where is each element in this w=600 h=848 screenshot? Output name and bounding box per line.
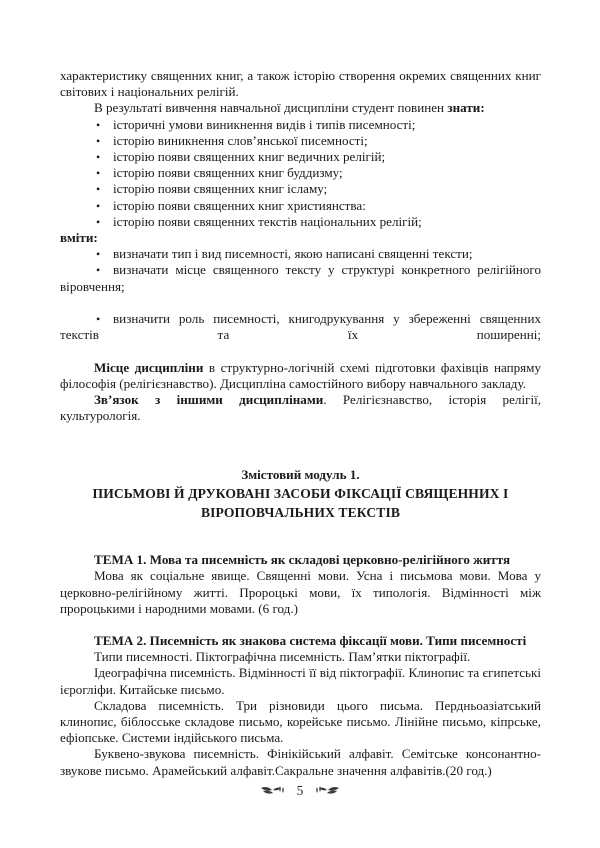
topic-1-heading — [60, 552, 541, 568]
list-item — [60, 181, 541, 197]
topic-spacer — [60, 617, 541, 633]
bullet-icon — [60, 133, 113, 149]
list-item — [60, 133, 541, 149]
bullet-icon — [60, 262, 113, 278]
bullet-icon — [60, 311, 113, 327]
topic-2-paragraph-4: Буквено-звукова писемність. Фінікійський алфавіт. Семітське консонантно-звукове письмо. Арамейський алфавіт.Сакральне значення алфавітів.(20 год.) — [60, 746, 541, 778]
topic-2-heading — [60, 633, 541, 649]
list-item-label: визначати тип і вид писемності, якою написані священні тексти; — [113, 246, 473, 262]
list-item — [60, 262, 541, 311]
list-item-label: історію виникнення слов’янської писемності; — [113, 132, 368, 148]
list-item-label: історичні умови виникнення видів і типів писемності; — [113, 116, 416, 132]
bullet-icon — [60, 149, 113, 165]
list-item-label: визначити роль писемності, книгодрукування у збереженні священних текстів та їх поширенні; — [60, 311, 541, 343]
bullet-icon — [60, 198, 113, 214]
list-item — [60, 246, 541, 262]
list-item — [60, 214, 541, 230]
list-item-label: визначати місце священного тексту у структурі конкретного релігійного віровчення; — [60, 262, 541, 294]
leaf-flourish-left-ornament — [260, 784, 286, 798]
page-text-block — [60, 68, 541, 779]
topic-1-label: ТЕМА 1. — [94, 552, 147, 568]
knowledge-intro-paragraph — [60, 100, 541, 116]
list-item — [60, 165, 541, 181]
list-item — [60, 149, 541, 165]
knowledge-bullet-list — [60, 117, 541, 230]
list-item — [60, 311, 541, 360]
page-number: 5 — [296, 783, 304, 798]
leaf-flourish-right-ornament — [314, 784, 340, 798]
list-item-label: історію появи священних книг християнства: — [113, 197, 366, 213]
page-footer — [0, 782, 600, 799]
heading-spacer — [60, 522, 541, 552]
topic-2-paragraph-3: Складова писемність. Три різновиди цього письма. Пердньоазіатський клинопис, біблосське складове письмо, корейське письмо. Лінійне письмо, кіпрське, ефіопське. Системи індійського письма. — [60, 697, 541, 746]
opening-paragraph: характеристику священних книг, а також історію створення окремих священних книг світових і національних релігій. — [60, 68, 541, 100]
bullet-icon — [60, 246, 113, 262]
list-item-label: історію появи священних текстів національних релігій; — [113, 213, 422, 229]
module-title-line-1: ПИСЬМОВІ Й ДРУКОВАНІ ЗАСОБИ ФІКСАЦІЇ СВЯЩЕННИХ І — [92, 486, 509, 502]
discipline-links-keyword: Зв’язок з іншими дисциплінами — [94, 392, 324, 408]
module-title-line-2: ВІРОПОВЧАЛЬНИХ ТЕКСТІВ — [200, 504, 401, 520]
topic-1-paragraph-1: Мова як соціальне явище. Священні мови. Усна і письмова мови. Мова у церковно-релігійному житті. Пророцькі мови, їх типологія. Відмінності між пророцькими і народними мовами. (6 год.) — [60, 568, 541, 616]
discipline-links-paragraph — [60, 392, 541, 424]
list-item-label: історію появи священних книг ісламу; — [113, 181, 328, 197]
skills-bullet-list — [60, 246, 541, 359]
module-heading — [60, 466, 541, 522]
section-spacer — [60, 424, 541, 466]
bullet-icon — [60, 117, 113, 133]
bullet-icon — [60, 214, 113, 230]
topic-1-title: Мова та писемність як складові церковно-релігійного життя — [146, 552, 511, 568]
list-item-label: історію появи священних книг ведичних релігій; — [113, 149, 386, 165]
discipline-place-text: в структурно-логічній схемі підготовки фахівців напряму філософія (релігієзнавство). Дисципліна самостійного вибору навчального закладу. — [60, 359, 541, 391]
discipline-place-paragraph — [60, 360, 541, 392]
topic-2-paragraph-1: Типи писемності. Піктографічна писемність. Пам’ятки піктографії. — [94, 649, 471, 665]
list-item — [60, 117, 541, 133]
list-item-label: історію появи священних книг буддизму; — [113, 165, 343, 181]
bullet-icon — [60, 165, 113, 181]
discipline-links-text: . Релігієзнавство, історія релігії, культурологія. — [60, 392, 541, 424]
topic-2-title: Писемність як знакова система фіксації мови. Типи писемності — [146, 633, 527, 649]
topic-2-paragraph-2: Ідеографічна писемність. Відмінності її від піктографії. Клинопис та єгипетські ієрогліфи. Китайське письмо. — [60, 665, 541, 697]
knowledge-intro-keyword: знати: — [447, 100, 485, 116]
discipline-place-keyword: Місце дисципліни — [94, 359, 204, 375]
knowledge-intro-text: В результаті вивчення навчальної дисципліни студент повинен — [94, 100, 448, 116]
module-number-line: Змістовий модуль 1. — [241, 467, 360, 483]
bullet-icon — [60, 181, 113, 197]
topic-2-label: ТЕМА 2. — [94, 633, 147, 649]
list-item — [60, 198, 541, 214]
skills-label: вміти: — [60, 230, 98, 246]
